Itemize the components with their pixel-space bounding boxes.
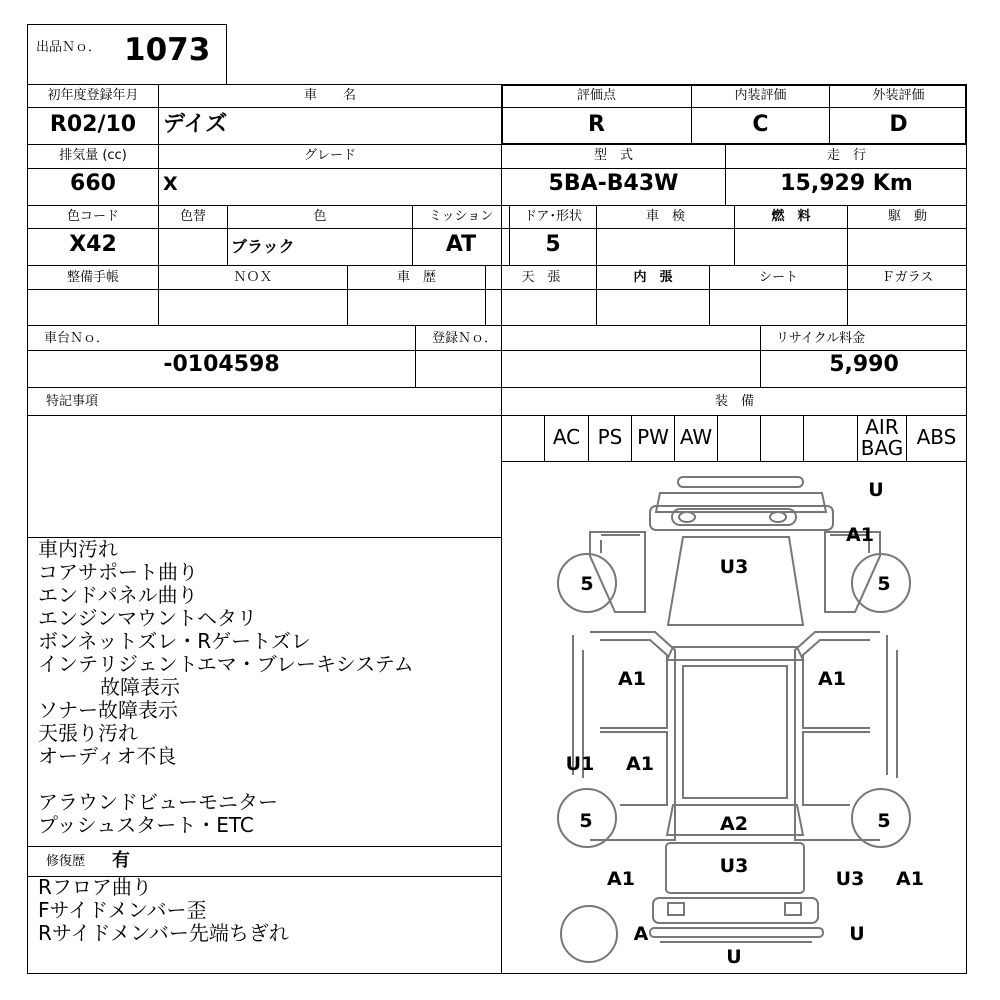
mark-rear-right-wheel: 5: [877, 810, 891, 832]
seat-header: シート: [758, 270, 798, 285]
color-code-header: 色コード: [66, 209, 119, 224]
score-header: 評価点: [576, 88, 616, 103]
note-line: アラウンドビューモニター: [38, 790, 278, 814]
score-value: R: [588, 112, 605, 137]
mark-rear-left-wheel: 5: [579, 810, 593, 832]
mark-rear-window: A2: [720, 813, 748, 835]
interior-grade-value: C: [752, 112, 769, 137]
grade-header: グレード: [303, 148, 356, 163]
first-registration-header: 初年度登録年月: [47, 88, 139, 103]
equipment-item-pw: PW: [637, 425, 669, 449]
model-code-header: 型 式: [593, 148, 633, 163]
lot-number: 1073: [124, 32, 211, 68]
repair-history-value: 有: [112, 850, 130, 871]
note-line: インテリジェントエマ・ブレーキシステム: [38, 652, 414, 676]
note-line: エンドパネル曲り: [38, 583, 198, 607]
exterior-grade-header: 外装評価: [872, 88, 925, 103]
registration-number-header: 登録Ｎｏ．: [432, 331, 498, 346]
mileage-header: 走 行: [826, 148, 866, 163]
special-notes-header: 特記事項: [46, 394, 99, 409]
history-header: 車 歴: [396, 270, 436, 285]
note-line: ボンネットズレ・Rゲートズレ: [38, 629, 311, 653]
repair-line: Fサイドメンバー歪: [38, 898, 207, 922]
mark-rear-left-door: A1: [626, 753, 654, 775]
recycle-fee-header: リサイクル料金: [776, 331, 866, 346]
mark-front-right-wheel: 5: [877, 573, 891, 595]
displacement-header: 排気量 (cc): [59, 148, 127, 163]
repaint-header: 色替: [179, 209, 206, 224]
displacement-value: 660: [70, 171, 116, 196]
chassis-number-header: 車台Ｎｏ．: [44, 331, 110, 346]
grade-value: X: [163, 173, 178, 195]
note-line: 故障表示: [60, 675, 180, 699]
model-code-value: 5BA-B43W: [548, 171, 679, 196]
color-value: ブラック: [231, 237, 295, 256]
color-code-value: X42: [69, 232, 117, 257]
equipment-header: 装 備: [714, 394, 754, 409]
interior-grade-header: 内装評価: [734, 88, 787, 103]
mark-tailgate: U3: [719, 855, 749, 877]
note-line: コアサポート曲り: [38, 560, 198, 584]
drive-header: 駆 動: [887, 209, 927, 224]
car-name-header: 車 名: [303, 88, 356, 103]
mission-header: ミッション: [428, 209, 494, 224]
lot-number-label: 出品Ｎｏ．: [36, 40, 102, 55]
mark-rear-left-quarter: A1: [607, 868, 635, 890]
mark-rear-right-quarter-u: U3: [835, 868, 865, 890]
equipment-item-ps: PS: [597, 425, 623, 449]
car-name-value: デイズ: [163, 112, 228, 137]
note-line: オーディオ不良: [38, 744, 177, 768]
roof-liner-header: 天 張: [521, 270, 561, 285]
equipment-item-airbag: AIR BAG: [860, 415, 904, 460]
fuel-header: 燃 料: [771, 209, 811, 224]
exterior-grade-value: D: [889, 112, 908, 137]
note-line: 天張り汚れ: [38, 721, 138, 745]
nox-header: ＮＯＸ: [233, 270, 273, 285]
mark-front-bumper: U: [868, 479, 884, 501]
repair-line: Rフロア曲り: [38, 875, 152, 899]
doors-value: 5: [545, 232, 561, 257]
recycle-fee-value: 5,990: [829, 352, 899, 377]
service-book-header: 整備手帳: [66, 270, 119, 285]
doors-header: ドア･形状: [523, 209, 583, 224]
mark-rear-bumper: U: [726, 946, 742, 968]
note-line: プッシュスタート・ETC: [38, 813, 254, 837]
mark-front-left-wheel: 5: [580, 573, 594, 595]
equipment-item-aw: AW: [679, 425, 713, 449]
mission-value: AT: [445, 232, 477, 257]
note-line: エンジンマウントヘタリ: [38, 606, 257, 630]
mark-rear-bumper-right: U: [849, 923, 865, 945]
inspection-header: 車 検: [645, 209, 685, 224]
note-line: ソナー故障表示: [38, 698, 178, 722]
mark-front-right-door: A1: [818, 668, 846, 690]
mark-spare-tire: A: [633, 923, 649, 945]
first-registration-value: R02/10: [49, 112, 137, 137]
repair-line: Rサイドメンバー先端ちぎれ: [38, 921, 289, 945]
interior-trim-header: 内 張: [633, 270, 673, 285]
equipment-item-abs: ABS: [916, 425, 957, 449]
mark-rear-right-quarter-a: A1: [896, 868, 924, 890]
front-glass-header: Ｆガラス: [881, 270, 934, 285]
mark-front-right-fender: A1: [846, 524, 874, 546]
color-header: 色: [313, 209, 327, 224]
mark-hood: U3: [719, 556, 749, 578]
repair-history-header: 修復歴: [46, 854, 86, 869]
equipment-item-ac: AC: [552, 425, 581, 449]
chassis-number-value: -0104598: [163, 352, 280, 377]
mark-rear-left-sill: U1: [565, 753, 595, 775]
note-line: 車内汚れ: [38, 537, 118, 561]
mileage-value: 15,929 Km: [780, 171, 913, 196]
mark-front-left-door: A1: [618, 668, 646, 690]
